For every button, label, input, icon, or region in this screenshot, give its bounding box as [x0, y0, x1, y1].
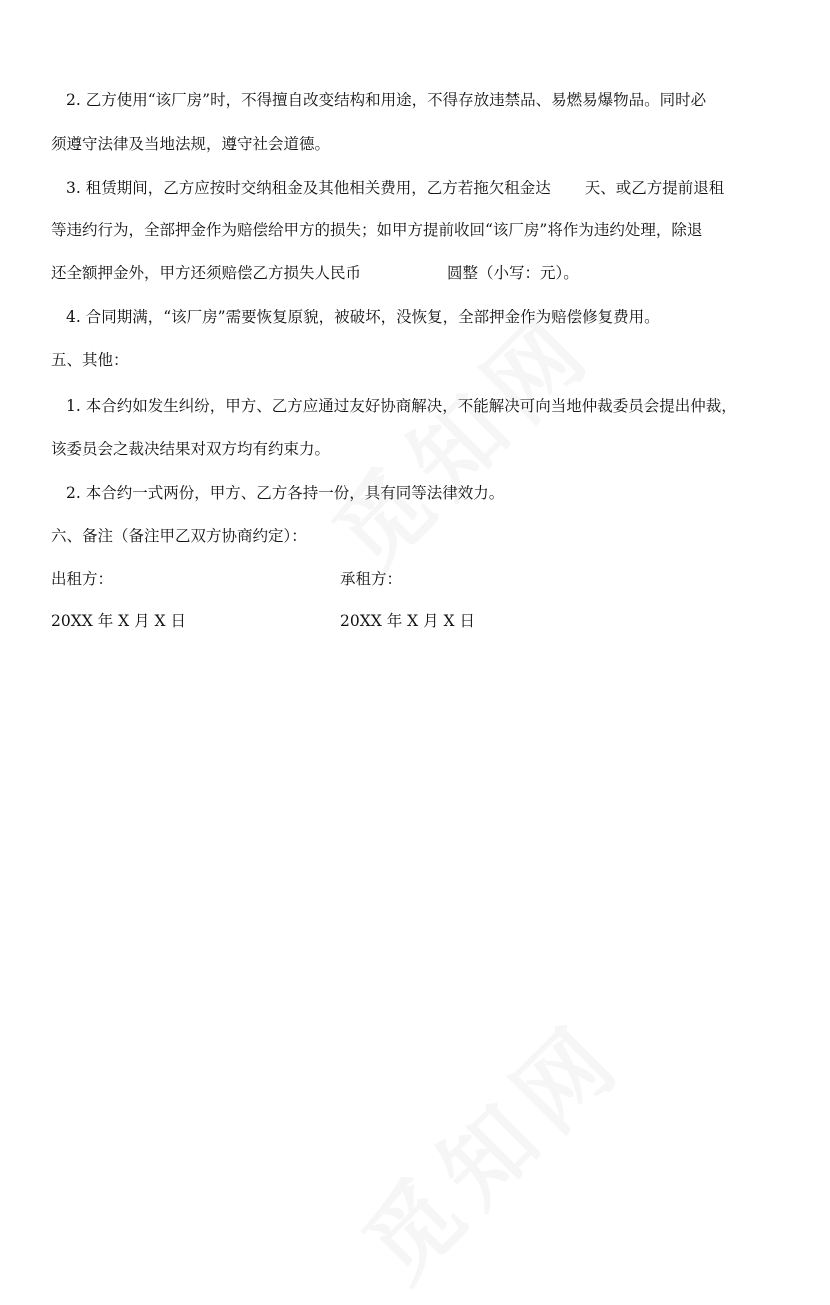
section-6-heading: 六、备注（备注甲乙双方协商约定）：: [51, 527, 307, 545]
watermark: [330, 987, 648, 1305]
clause-3-line-2: 等违约行为，全部押金作为赔偿给甲方的损失；如甲方提前收回“该厂房”将作为违约处理，除退: [51, 221, 703, 239]
section-5-item-1-line-1: 1. 本合约如发生纠纷，甲方、乙方应通过友好协商解决，不能解决可向当地仲裁委员会提出仲裁，: [66, 397, 737, 415]
clause-3-line-3: [51, 263, 579, 283]
clause-2-line-1: 2. 乙方使用“该厂房”时，不得擅自改变结构和用途，不得存放违禁品、易燃易爆物品。同时必: [66, 91, 707, 109]
section-5-item-2: 2. 本合约一式两份，甲方、乙方各持一份，具有同等法律效力。: [66, 484, 505, 502]
clause-3-line-3-text-b: 圆整（小写：元）。: [447, 264, 579, 282]
lessor-date: 20XX 年 X 月 X 日: [51, 612, 186, 630]
section-5-heading: 五、其他：: [51, 351, 129, 369]
clause-3-line-3-text-a: 还全额押金外，甲方还须赔偿乙方损失人民币: [51, 264, 362, 282]
lessor-label: 出租方：: [51, 570, 114, 588]
clause-4: 4. 合同期满，“该厂房”需要恢复原貌，被破坏，没恢复，全部押金作为赔偿修复费用。: [66, 308, 660, 326]
section-5-item-1-line-2: 该委员会之裁决结果对双方均有约束力。: [51, 440, 331, 458]
clause-3-line-1: [66, 178, 724, 198]
lessee-label: 承租方：: [340, 570, 403, 588]
clause-3-line-1-text-a: 3. 租赁期间，乙方应按时交纳租金及其他相关费用，乙方若拖欠租金达: [66, 179, 551, 197]
lessee-date: 20XX 年 X 月 X 日: [340, 612, 475, 630]
clause-2-line-2: 须遵守法律及当地法规，遵守社会道德。: [51, 135, 331, 153]
clause-3-line-1-text-b: 天、或乙方提前退租: [584, 179, 725, 197]
